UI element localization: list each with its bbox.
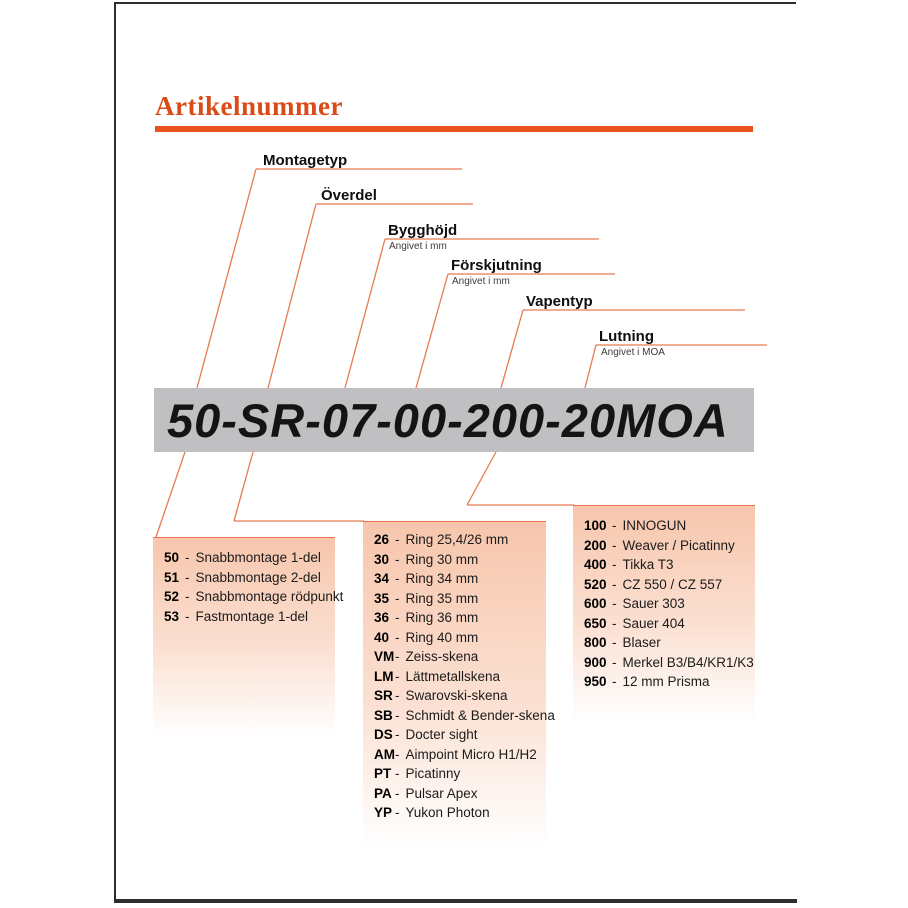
page-border-left xyxy=(114,2,116,903)
legend-separator: - xyxy=(185,589,190,604)
legend-box-vapentyp xyxy=(573,505,755,722)
legend-separator: - xyxy=(395,590,400,606)
field-label-overdel: Överdel xyxy=(321,187,377,204)
legend-row xyxy=(374,628,546,648)
legend-code: 35 xyxy=(374,590,390,606)
legend-desc: Snabbmontage 2-del xyxy=(195,569,321,585)
legend-desc: Swarovski-skena xyxy=(405,688,508,703)
legend-desc: Ring 30 mm xyxy=(405,551,479,567)
legend-separator: - xyxy=(612,576,617,592)
legend-row xyxy=(374,803,546,823)
legend-row xyxy=(584,653,755,673)
page-border-bottom xyxy=(114,899,797,903)
legend-separator: - xyxy=(612,596,617,611)
legend-desc: Blaser xyxy=(622,635,661,650)
legend-separator: - xyxy=(395,785,400,801)
legend-desc: INNOGUN xyxy=(622,518,687,533)
field-label-bygghojd: Bygghöjd xyxy=(388,222,458,239)
field-note-lutning: Angivet i MOA xyxy=(601,347,665,358)
legend-desc: Ring 36 mm xyxy=(405,610,479,625)
legend-separator: - xyxy=(395,746,400,762)
legend-row xyxy=(374,550,546,570)
legend-code: 34 xyxy=(374,571,390,586)
legend-row xyxy=(584,575,755,595)
legend-desc: Sauer 303 xyxy=(622,596,685,611)
legend-desc: Zeiss-skena xyxy=(405,649,479,664)
legend-row xyxy=(164,587,344,607)
legend-row xyxy=(584,594,755,614)
legend-row xyxy=(584,614,755,634)
field-label-vapentyp: Vapentyp xyxy=(526,293,593,310)
legend-separator: - xyxy=(185,608,190,624)
legend-separator: - xyxy=(185,569,190,585)
legend-code: YP xyxy=(374,805,393,820)
legend-row xyxy=(374,647,546,667)
legend-code: DS xyxy=(374,727,393,742)
legend-separator: - xyxy=(395,571,400,586)
legend-code: AM xyxy=(374,746,395,762)
field-label-forskjutning: Förskjutning xyxy=(451,257,542,274)
legend-desc: Snabbmontage 1-del xyxy=(195,550,321,565)
legend-code: 600 xyxy=(584,596,607,611)
legend-code: 51 xyxy=(164,569,180,585)
legend-row xyxy=(374,608,546,628)
bar-to-vapentyp-box-diagonal xyxy=(467,452,496,505)
legend-box-overdel xyxy=(363,521,555,848)
legend-row xyxy=(374,667,546,687)
legend-desc: Ring 34 mm xyxy=(405,571,479,586)
legend-code: 800 xyxy=(584,635,607,650)
legend-desc: Sauer 404 xyxy=(622,615,685,631)
legend-code: PA xyxy=(374,785,392,801)
legend-separator: - xyxy=(395,688,400,703)
legend-desc: Picatinny xyxy=(405,766,461,781)
legend-code: 950 xyxy=(584,674,607,689)
legend-desc: CZ 550 / CZ 557 xyxy=(622,576,723,592)
legend-row xyxy=(374,764,546,784)
bar-to-overdel-box-diagonal xyxy=(234,452,253,521)
overdel-diagonal xyxy=(268,204,316,388)
legend-code: SR xyxy=(374,688,393,703)
legend-code: 200 xyxy=(584,537,607,553)
page-title: Artikelnummer xyxy=(155,91,343,121)
legend-row xyxy=(374,686,546,706)
legend-separator: - xyxy=(612,674,617,689)
field-label-lutning: Lutning xyxy=(599,328,654,345)
legend-desc: 12 mm Prisma xyxy=(622,674,710,689)
legend-code: SB xyxy=(374,707,393,723)
legend-separator: - xyxy=(612,654,617,670)
legend-row xyxy=(164,548,335,568)
legend-row xyxy=(374,530,546,550)
forskjutning-diagonal xyxy=(416,274,448,388)
legend-row xyxy=(584,536,755,556)
legend-row xyxy=(164,568,335,588)
article-number-text: 50-SR-07-00-200-20MOA xyxy=(167,393,729,447)
legend-row xyxy=(584,633,755,653)
legend-desc: Ring 40 mm xyxy=(405,629,479,645)
legend-separator: - xyxy=(185,550,190,565)
title-underline-rule xyxy=(155,126,753,132)
legend-desc: Pulsar Apex xyxy=(405,785,478,801)
legend-code: 36 xyxy=(374,610,390,625)
legend-separator: - xyxy=(395,707,400,723)
legend-separator: - xyxy=(612,615,617,631)
article-number-bar xyxy=(154,388,754,452)
vapentyp-diagonal xyxy=(501,310,523,388)
bygghojd-diagonal xyxy=(345,239,385,388)
legend-row xyxy=(374,784,546,804)
legend-code: 40 xyxy=(374,629,390,645)
legend-code: 650 xyxy=(584,615,607,631)
legend-separator: - xyxy=(395,629,400,645)
legend-row xyxy=(584,672,755,692)
legend-code: 52 xyxy=(164,589,180,604)
legend-separator: - xyxy=(612,537,617,553)
legend-separator: - xyxy=(395,727,400,742)
field-note-forskjutning: Angivet i mm xyxy=(452,276,510,287)
legend-separator: - xyxy=(612,635,617,650)
field-label-montagetyp: Montagetyp xyxy=(263,152,348,169)
legend-desc: Tikka T3 xyxy=(622,557,674,572)
legend-desc: Yukon Photon xyxy=(405,805,490,820)
legend-desc: Merkel B3/B4/KR1/K3 xyxy=(622,654,754,670)
legend-separator: - xyxy=(395,805,400,820)
legend-code: 53 xyxy=(164,608,180,624)
legend-row xyxy=(374,569,546,589)
legend-desc: Schmidt & Bender-skena xyxy=(405,707,555,723)
lutning-diagonal xyxy=(585,345,596,388)
legend-row xyxy=(584,516,755,536)
legend-row xyxy=(584,555,755,575)
montagetyp-diagonal xyxy=(197,169,256,388)
bar-to-montagetyp-box-line xyxy=(156,452,185,537)
legend-separator: - xyxy=(612,557,617,572)
legend-code: 26 xyxy=(374,532,390,547)
legend-row xyxy=(374,725,546,745)
legend-row xyxy=(374,745,546,765)
legend-row xyxy=(374,706,555,726)
legend-code: 900 xyxy=(584,654,607,670)
legend-separator: - xyxy=(395,766,400,781)
legend-separator: - xyxy=(395,649,400,664)
legend-code: LM xyxy=(374,668,394,684)
page-border-top xyxy=(114,2,796,4)
legend-code: PT xyxy=(374,766,392,781)
field-note-bygghojd: Angivet i mm xyxy=(389,241,447,252)
legend-desc: Snabbmontage rödpunkt xyxy=(195,589,344,604)
legend-desc: Docter sight xyxy=(405,727,478,742)
legend-separator: - xyxy=(395,532,400,547)
legend-desc: Ring 35 mm xyxy=(405,590,479,606)
legend-separator: - xyxy=(395,551,400,567)
legend-code: 100 xyxy=(584,518,607,533)
legend-code: 400 xyxy=(584,557,607,572)
legend-code: 30 xyxy=(374,551,390,567)
legend-desc: Weaver / Picatinny xyxy=(622,537,735,553)
legend-desc: Ring 25,4/26 mm xyxy=(405,532,509,547)
legend-desc: Aimpoint Micro H1/H2 xyxy=(405,746,537,762)
legend-separator: - xyxy=(395,668,400,684)
legend-code: VM xyxy=(374,649,395,664)
legend-box-montagetyp xyxy=(153,537,344,738)
legend-row xyxy=(374,589,546,609)
legend-row xyxy=(164,607,335,627)
legend-separator: - xyxy=(395,610,400,625)
legend-code: 50 xyxy=(164,550,180,565)
legend-code: 520 xyxy=(584,576,607,592)
legend-desc: Fastmontage 1-del xyxy=(195,608,309,624)
legend-separator: - xyxy=(612,518,617,533)
legend-desc: Lättmetallskena xyxy=(405,668,501,684)
